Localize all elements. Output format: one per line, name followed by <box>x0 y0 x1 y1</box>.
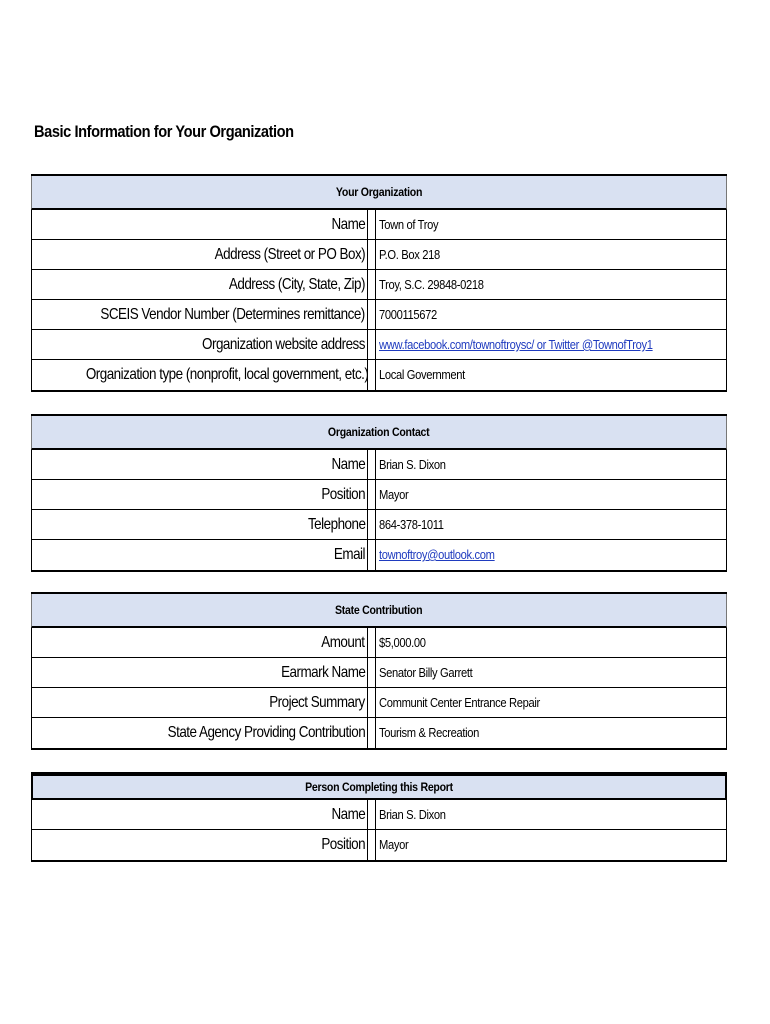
email-value <box>376 540 727 570</box>
state-agency-value: Tourism & Recreation <box>376 718 727 748</box>
amount-value: $5,000.00 <box>376 628 727 657</box>
table-row <box>31 360 727 390</box>
field-label: Project Summary <box>31 688 368 717</box>
contact-name-value: Brian S. Dixon <box>376 450 727 479</box>
field-label: Amount <box>31 628 368 657</box>
field-label: Name <box>31 450 368 479</box>
field-label: Telephone <box>31 510 368 539</box>
completer-name-value: Brian S. Dixon <box>376 800 727 829</box>
field-label: Organization type (nonprofit, local government, etc.) <box>31 360 368 390</box>
contact-position-value: Mayor <box>376 480 727 509</box>
field-label: Name <box>31 800 368 829</box>
table-row <box>31 270 727 300</box>
telephone-value: 864-378-1011 <box>376 510 727 539</box>
field-label: SCEIS Vendor Number (Determines remittance) <box>31 300 368 329</box>
table-row <box>31 628 727 658</box>
org-name-value: Town of Troy <box>376 210 727 239</box>
section-header: Person Completing this Report <box>31 774 727 800</box>
completer-section <box>31 772 727 862</box>
section-header: Organization Contact <box>31 416 727 450</box>
earmark-name-value: Senator Billy Garrett <box>376 658 727 687</box>
contribution-section <box>31 592 727 750</box>
table-row <box>31 240 727 270</box>
field-label: Email <box>31 540 368 570</box>
table-row <box>31 658 727 688</box>
contact-section <box>31 414 727 572</box>
section-header: State Contribution <box>31 594 727 628</box>
field-label: Position <box>31 830 368 860</box>
organization-section <box>31 174 727 392</box>
table-row <box>31 450 727 480</box>
project-summary-value: Communit Center Entrance Repair <box>376 688 727 717</box>
website-value <box>376 330 727 359</box>
field-label: Address (City, State, Zip) <box>31 270 368 299</box>
table-row <box>31 510 727 540</box>
section-header: Your Organization <box>31 176 727 210</box>
website-link[interactable]: www.facebook.com/townoftroysc/ or Twitter @TownofTroy1 <box>379 337 653 352</box>
field-label: Earmark Name <box>31 658 368 687</box>
table-row <box>31 830 727 860</box>
table-row <box>31 480 727 510</box>
street-address-value: P.O. Box 218 <box>376 240 727 269</box>
page-title: Basic Information for Your Organization <box>34 122 294 141</box>
table-row <box>31 718 727 748</box>
field-label: Address (Street or PO Box) <box>31 240 368 269</box>
field-label: State Agency Providing Contribution <box>31 718 368 748</box>
table-row <box>31 688 727 718</box>
completer-position-value: Mayor <box>376 830 727 860</box>
field-label: Position <box>31 480 368 509</box>
city-state-zip-value: Troy, S.C. 29848-0218 <box>376 270 727 299</box>
table-row <box>31 210 727 240</box>
table-row <box>31 540 727 570</box>
table-row <box>31 300 727 330</box>
table-row <box>31 330 727 360</box>
table-row <box>31 800 727 830</box>
email-link[interactable]: townoftroy@outlook.com <box>379 547 495 562</box>
org-type-value: Local Government <box>376 360 727 390</box>
field-label: Organization website address <box>31 330 368 359</box>
field-label: Name <box>31 210 368 239</box>
vendor-number-value: 7000115672 <box>376 300 727 329</box>
